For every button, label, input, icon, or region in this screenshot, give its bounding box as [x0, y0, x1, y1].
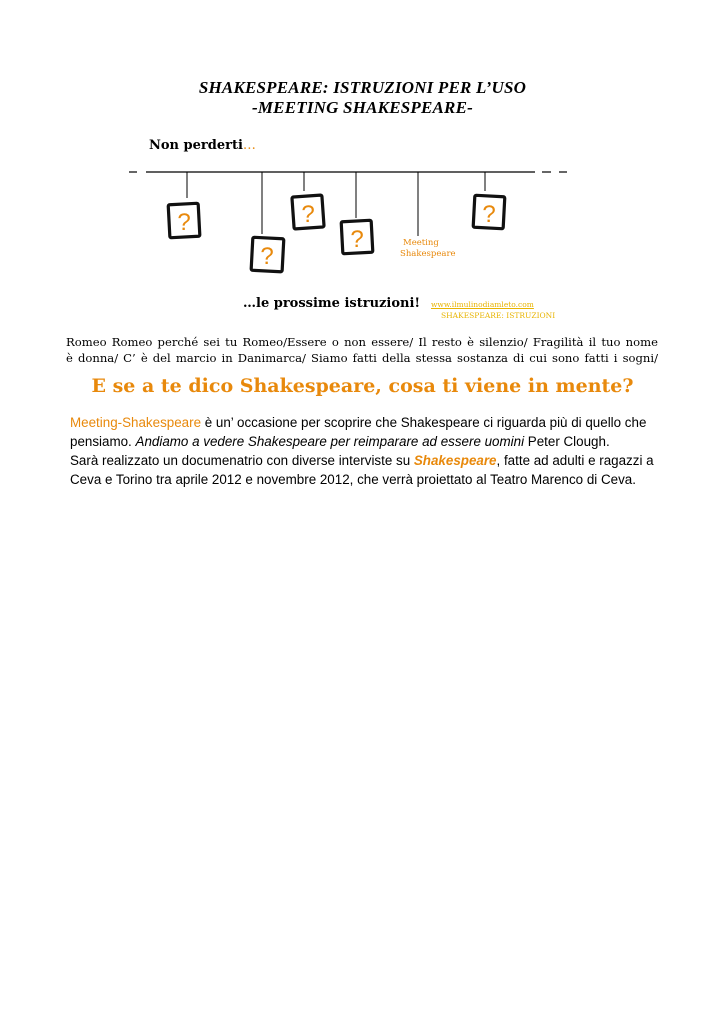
- brand-name: Meeting-Shakespeare: [70, 415, 202, 430]
- site-link[interactable]: www.ilmulinodiamleto.com: [431, 300, 534, 309]
- question-box-5: [473, 195, 505, 229]
- timeline-intro-text: Non perderti: [149, 138, 243, 153]
- famous-quotes: [66, 334, 658, 366]
- paragraph-text-2: Sarà realizzato un documenatrio con diverse interviste su: [70, 453, 414, 468]
- brand-inline: Shakespeare: [413, 453, 497, 468]
- description-paragraph: [70, 413, 660, 489]
- meeting-label-line1: Meeting: [403, 238, 439, 248]
- site-subtitle: SHAKESPEARE: ISTRUZIONI: [441, 311, 556, 320]
- quote-author: Peter Clough.: [524, 434, 610, 449]
- paragraph-text-1: è un’ occasione per scoprire che Shakespeare ci riguarda più di quello che pensiamo.: [70, 415, 647, 449]
- question-mark-icon: ?: [482, 201, 496, 228]
- paragraph-text-3: , fatte ad adulti e ragazzi a Ceva e Torino tra aprile 2012 e novembre 2012, che verrà proiettato al Teatro Marenco di Ceva.: [70, 453, 654, 487]
- question-mark-icon: ?: [350, 226, 364, 253]
- meeting-label-line2: Shakespeare: [400, 249, 456, 259]
- question-mark-icon: ?: [301, 201, 315, 228]
- quotes-line-2: è donna/ C’ è del marcio in Danimarca/ Siamo fatti della stessa sostanza di cui sono fatti i sogni/: [66, 351, 658, 365]
- question-box-2: [251, 237, 284, 272]
- timeline-intro-dots: …: [242, 138, 256, 153]
- question-box-3: [292, 195, 324, 229]
- document-title: SHAKESPEARE: ISTRUZIONI PER L’USO: [198, 78, 527, 97]
- quotes-line-1: Romeo Romeo perché sei tu Romeo/Essere o non essere/ Il resto è silenzio/ Fragilità il tuo nome: [66, 335, 658, 349]
- document-subtitle: -MEETING SHAKESPEARE-: [251, 98, 473, 117]
- question-box-1: [168, 203, 200, 238]
- timeline-graphic: [0, 0, 725, 300]
- quote-italic: Andiamo a vedere Shakespeare per reimparare ad essere uomini: [135, 434, 525, 449]
- question-mark-icon: ?: [177, 209, 191, 236]
- main-question: E se a te dico Shakespeare, cosa ti viene in mente?: [91, 375, 634, 397]
- next-instructions: …le prossime istruzioni!: [243, 296, 421, 311]
- question-box-4: [341, 220, 373, 254]
- question-mark-icon: ?: [260, 243, 274, 270]
